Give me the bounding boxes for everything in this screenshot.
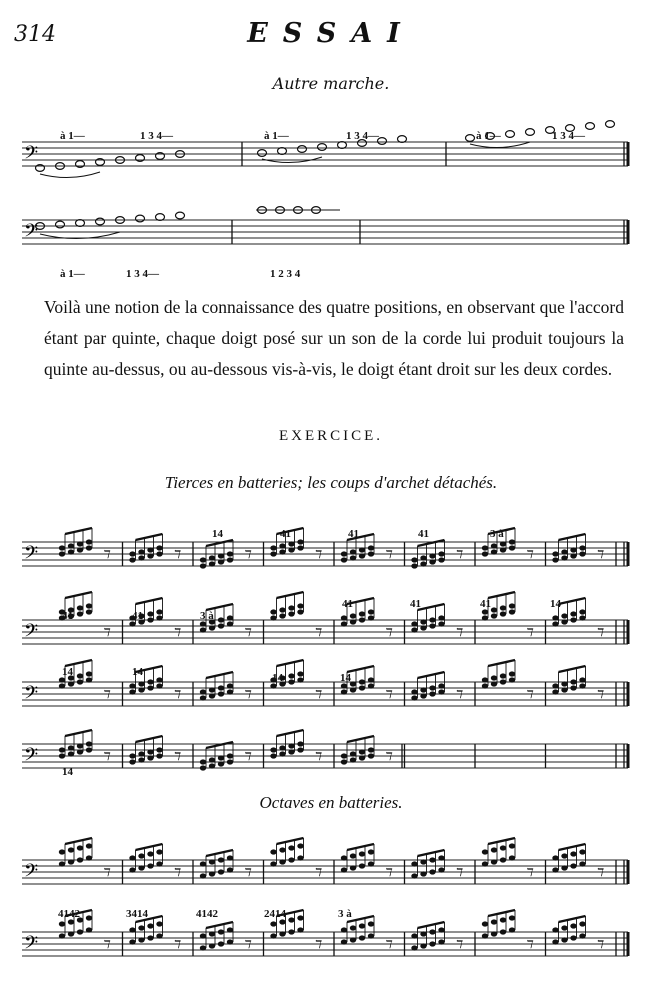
page-number: 314 xyxy=(14,22,56,47)
note-head xyxy=(218,623,224,628)
note-head xyxy=(561,555,567,560)
note-head xyxy=(297,545,303,550)
bass-clef-icon: 𝄢 xyxy=(24,543,39,568)
note-head xyxy=(429,559,435,564)
ex-fing-r3-5: 14 xyxy=(340,672,351,684)
note-head xyxy=(341,557,347,562)
bass-clef-icon: 𝄢 xyxy=(24,143,39,168)
fingering-1b: 1 3 4— xyxy=(140,130,173,142)
note-head xyxy=(77,611,83,616)
ex-fing-r1-7: 3 à xyxy=(490,528,504,540)
note-head xyxy=(129,867,135,872)
note-head xyxy=(552,621,558,626)
note-head xyxy=(147,685,153,690)
note-head xyxy=(279,549,285,554)
whole-note xyxy=(466,135,475,142)
note-head xyxy=(59,683,65,688)
note-head xyxy=(579,615,585,620)
note-head xyxy=(147,553,153,558)
note-head xyxy=(552,557,558,562)
note-head xyxy=(509,545,515,550)
ex-fing-r2-1: 41 xyxy=(62,610,73,622)
note-head xyxy=(420,871,426,876)
ex-fing-r3-1: 14 xyxy=(62,666,73,678)
note-head xyxy=(359,685,365,690)
ex-fing-r3-2: 14 xyxy=(132,666,143,678)
note-head xyxy=(129,557,135,562)
note-head xyxy=(420,693,426,698)
note-head xyxy=(491,613,497,618)
bass-clef-icon: 𝄢 xyxy=(24,621,39,646)
note-head xyxy=(138,757,144,762)
svg-text:ℸ: ℸ xyxy=(102,626,110,639)
note-head xyxy=(552,689,558,694)
note-head xyxy=(227,939,233,944)
note-head xyxy=(552,939,558,944)
note-head xyxy=(411,873,417,878)
bass-clef-icon: 𝄢 xyxy=(24,933,39,958)
svg-text:ℸ: ℸ xyxy=(172,626,180,639)
note-head xyxy=(368,683,374,688)
note-head xyxy=(288,749,294,754)
exercise-staff-1 xyxy=(0,520,662,590)
svg-text:ℸ: ℸ xyxy=(454,688,462,701)
note-head xyxy=(68,751,74,756)
octave-staff-1 xyxy=(0,838,662,908)
note-head xyxy=(579,861,585,866)
exercise-title: EXERCICE. xyxy=(278,428,384,444)
note-head xyxy=(350,619,356,624)
note-head xyxy=(59,861,65,866)
note-head xyxy=(438,689,444,694)
svg-text:ℸ: ℸ xyxy=(313,750,321,763)
note-head xyxy=(270,861,276,866)
note-head xyxy=(509,855,515,860)
whole-note xyxy=(586,123,595,130)
note-head xyxy=(138,937,144,942)
svg-text:ℸ: ℸ xyxy=(384,938,392,951)
note-head xyxy=(297,747,303,752)
fingering-1f: 1 3 4— xyxy=(552,130,585,142)
note-head xyxy=(491,549,497,554)
note-head xyxy=(227,867,233,872)
note-head xyxy=(500,679,506,684)
note-head xyxy=(491,681,497,686)
note-head xyxy=(368,551,374,556)
note-head xyxy=(138,555,144,560)
note-head xyxy=(147,935,153,940)
svg-text:ℸ: ℸ xyxy=(384,866,392,879)
svg-text:ℸ: ℸ xyxy=(172,866,180,879)
svg-text:ℸ: ℸ xyxy=(172,938,180,951)
note-head xyxy=(77,679,83,684)
note-head xyxy=(297,927,303,932)
whole-note xyxy=(278,148,287,155)
svg-text:ℸ: ℸ xyxy=(172,750,180,763)
note-head xyxy=(156,683,162,688)
note-head xyxy=(350,757,356,762)
note-head xyxy=(288,929,294,934)
svg-text:ℸ: ℸ xyxy=(454,548,462,561)
ex-fing-r4-below: 14 xyxy=(62,766,73,778)
svg-text:ℸ: ℸ xyxy=(454,866,462,879)
exercise-staff-4 xyxy=(0,722,662,792)
ex-fing-r2-5: 41 xyxy=(342,598,353,610)
bass-clef-icon: 𝄢 xyxy=(24,745,39,770)
note-head xyxy=(270,551,276,556)
note-head xyxy=(482,551,488,556)
note-head xyxy=(429,941,435,946)
note-head xyxy=(279,931,285,936)
note-head xyxy=(288,547,294,552)
note-head xyxy=(411,627,417,632)
svg-text:ℸ: ℸ xyxy=(313,688,321,701)
note-head xyxy=(411,695,417,700)
note-head xyxy=(341,621,347,626)
note-head xyxy=(86,855,92,860)
note-head xyxy=(138,865,144,870)
note-head xyxy=(359,755,365,760)
note-head xyxy=(509,609,515,614)
note-head xyxy=(359,935,365,940)
note-head xyxy=(156,551,162,556)
note-head xyxy=(147,755,153,760)
note-head xyxy=(270,615,276,620)
note-head xyxy=(147,863,153,868)
note-head xyxy=(429,691,435,696)
note-head xyxy=(350,687,356,692)
octave-staff-2 xyxy=(0,910,662,990)
note-head xyxy=(156,933,162,938)
note-head xyxy=(200,765,206,770)
note-head xyxy=(200,563,206,568)
note-head xyxy=(579,551,585,556)
note-head xyxy=(288,611,294,616)
note-head xyxy=(500,611,506,616)
note-head xyxy=(86,677,92,682)
svg-text:ℸ: ℸ xyxy=(313,626,321,639)
oct-fing-5: 3 à xyxy=(338,908,352,920)
note-head xyxy=(77,547,83,552)
svg-text:ℸ: ℸ xyxy=(313,938,321,951)
svg-text:ℸ: ℸ xyxy=(454,626,462,639)
svg-text:ℸ: ℸ xyxy=(102,548,110,561)
note-head xyxy=(59,753,65,758)
bass-clef-icon: 𝄢 xyxy=(24,861,39,886)
svg-text:ℸ: ℸ xyxy=(384,548,392,561)
note-head xyxy=(218,869,224,874)
note-head xyxy=(279,751,285,756)
svg-text:ℸ: ℸ xyxy=(243,688,251,701)
note-head xyxy=(570,617,576,622)
note-head xyxy=(200,627,206,632)
note-head xyxy=(509,927,515,932)
note-head xyxy=(77,749,83,754)
svg-text:ℸ: ℸ xyxy=(384,750,392,763)
note-head xyxy=(279,859,285,864)
note-head xyxy=(59,933,65,938)
note-head xyxy=(129,939,135,944)
note-head xyxy=(147,617,153,622)
note-head xyxy=(350,865,356,870)
oct-fing-3: 4142 xyxy=(196,908,218,920)
note-head xyxy=(482,683,488,688)
bass-clef-icon: 𝄢 xyxy=(24,683,39,708)
note-head xyxy=(68,549,74,554)
octaves-title: Octaves en batteries. xyxy=(259,793,403,812)
note-head xyxy=(156,615,162,620)
note-head xyxy=(359,863,365,868)
note-head xyxy=(570,935,576,940)
svg-text:ℸ: ℸ xyxy=(102,750,110,763)
note-head xyxy=(86,747,92,752)
ex-fing-r2-7: 41 xyxy=(480,598,491,610)
note-head xyxy=(68,859,74,864)
svg-text:ℸ: ℸ xyxy=(384,626,392,639)
note-head xyxy=(209,625,215,630)
note-head xyxy=(227,621,233,626)
svg-text:ℸ: ℸ xyxy=(595,548,603,561)
note-head xyxy=(218,691,224,696)
note-head xyxy=(420,943,426,948)
note-head xyxy=(561,619,567,624)
note-head xyxy=(279,613,285,618)
svg-text:ℸ: ℸ xyxy=(525,866,533,879)
running-head: ESSAI xyxy=(247,18,415,49)
note-head xyxy=(579,933,585,938)
svg-text:ℸ: ℸ xyxy=(525,688,533,701)
note-head xyxy=(68,931,74,936)
note-head xyxy=(561,687,567,692)
note-head xyxy=(218,941,224,946)
note-head xyxy=(86,927,92,932)
fingering-2c: 1 2 3 4 xyxy=(270,268,301,280)
oct-fing-4: 2414 xyxy=(264,908,286,920)
note-head xyxy=(411,945,417,950)
note-head xyxy=(129,759,135,764)
note-head xyxy=(138,687,144,692)
note-head xyxy=(77,929,83,934)
note-head xyxy=(270,933,276,938)
svg-text:ℸ: ℸ xyxy=(172,548,180,561)
ex-fing-r2-6: 41 xyxy=(410,598,421,610)
whole-note xyxy=(318,144,327,151)
note-head xyxy=(509,677,515,682)
note-head xyxy=(341,939,347,944)
note-head xyxy=(341,759,347,764)
whole-note xyxy=(526,129,535,136)
ex-fing-r2-2: 41 xyxy=(132,610,143,622)
note-head xyxy=(438,557,444,562)
note-head xyxy=(438,867,444,872)
svg-text:ℸ: ℸ xyxy=(243,750,251,763)
note-head xyxy=(420,625,426,630)
svg-text:ℸ: ℸ xyxy=(525,626,533,639)
note-head xyxy=(341,867,347,872)
note-head xyxy=(341,689,347,694)
note-head xyxy=(129,689,135,694)
note-head xyxy=(218,559,224,564)
note-head xyxy=(491,859,497,864)
body-paragraph: Voilà une notion de la connaissance des quatre positions, en observant que l'accord étant par quinte, chaque doigt posé sur un son de la corde lui produit toujours la quinte au-dessus, ou au-dessous vis-à-vis, le doigt étant droit sur les deux cordes. xyxy=(44,297,624,379)
note-head xyxy=(200,945,206,950)
svg-text:ℸ: ℸ xyxy=(384,688,392,701)
note-head xyxy=(270,753,276,758)
note-head xyxy=(368,861,374,866)
svg-text:ℸ: ℸ xyxy=(102,688,110,701)
note-head xyxy=(429,623,435,628)
note-head xyxy=(227,689,233,694)
ex-fing-r2-8: 14 xyxy=(550,598,561,610)
note-head xyxy=(570,553,576,558)
note-head xyxy=(368,933,374,938)
note-head xyxy=(68,681,74,686)
note-head xyxy=(200,873,206,878)
svg-text:ℸ: ℸ xyxy=(313,866,321,879)
svg-text:ℸ: ℸ xyxy=(595,626,603,639)
note-head xyxy=(209,943,215,948)
fingering-1d: 1 3 4— xyxy=(346,130,379,142)
note-head xyxy=(77,857,83,862)
svg-text:ℸ: ℸ xyxy=(595,938,603,951)
svg-text:ℸ: ℸ xyxy=(525,938,533,951)
ex-fing-r1-5: 41 xyxy=(348,528,359,540)
note-head xyxy=(209,561,215,566)
svg-text:ℸ: ℸ xyxy=(172,688,180,701)
svg-text:ℸ: ℸ xyxy=(525,548,533,561)
svg-text:ℸ: ℸ xyxy=(454,938,462,951)
note-head xyxy=(156,753,162,758)
exercise-staff-2 xyxy=(0,598,662,668)
svg-text:ℸ: ℸ xyxy=(243,866,251,879)
whole-note xyxy=(606,121,615,128)
note-head xyxy=(297,855,303,860)
fingering-1a: à 1— xyxy=(60,130,85,142)
note-head xyxy=(482,861,488,866)
note-head xyxy=(359,617,365,622)
note-head xyxy=(86,609,92,614)
note-head xyxy=(482,615,488,620)
note-head xyxy=(482,933,488,938)
svg-text:ℸ: ℸ xyxy=(313,548,321,561)
fingering-1e: à 1— xyxy=(476,130,501,142)
oct-fing-1: 4142 xyxy=(58,908,80,920)
note-head xyxy=(209,763,215,768)
note-head xyxy=(209,693,215,698)
note-head xyxy=(368,753,374,758)
note-head xyxy=(500,547,506,552)
note-head xyxy=(227,557,233,562)
note-head xyxy=(561,865,567,870)
note-head xyxy=(368,615,374,620)
note-head xyxy=(438,939,444,944)
note-head xyxy=(570,863,576,868)
ex-fing-r1-6: 41 xyxy=(418,528,429,540)
note-head xyxy=(350,555,356,560)
svg-text:ℸ: ℸ xyxy=(243,548,251,561)
note-head xyxy=(411,563,417,568)
svg-text:ℸ: ℸ xyxy=(102,866,110,879)
note-head xyxy=(579,683,585,688)
note-head xyxy=(200,695,206,700)
exercise-staff-3 xyxy=(0,660,662,730)
note-head xyxy=(500,929,506,934)
ex-fing-r3-4: 14 xyxy=(272,672,283,684)
svg-text:ℸ: ℸ xyxy=(595,688,603,701)
note-head xyxy=(561,937,567,942)
whole-note xyxy=(258,150,267,157)
note-head xyxy=(570,685,576,690)
note-head xyxy=(59,551,65,556)
fingering-1c: à 1— xyxy=(264,130,289,142)
ex-fing-r1-3: 14 xyxy=(212,528,223,540)
ex-fing-r1-4: 41 xyxy=(280,528,291,540)
ex-fing-r2-3: 3 à xyxy=(200,610,214,622)
note-head xyxy=(420,561,426,566)
whole-note xyxy=(398,136,407,143)
note-head xyxy=(227,759,233,764)
note-head xyxy=(359,553,365,558)
note-head xyxy=(297,677,303,682)
oct-fing-2: 3414 xyxy=(126,908,148,920)
music-staff-2 xyxy=(0,196,662,276)
svg-text:ℸ: ℸ xyxy=(595,866,603,879)
note-head xyxy=(297,609,303,614)
note-head xyxy=(209,871,215,876)
note-head xyxy=(288,679,294,684)
note-head xyxy=(552,867,558,872)
note-head xyxy=(350,937,356,942)
svg-text:ℸ: ℸ xyxy=(243,938,251,951)
note-head xyxy=(438,621,444,626)
fingering-2b: 1 3 4— xyxy=(126,268,159,280)
svg-text:ℸ: ℸ xyxy=(243,626,251,639)
note-head xyxy=(218,761,224,766)
note-head xyxy=(156,861,162,866)
note-head xyxy=(500,857,506,862)
svg-text:ℸ: ℸ xyxy=(102,938,110,951)
section-heading-autre-marche: Autre marche. xyxy=(272,74,390,93)
note-head xyxy=(491,931,497,936)
fingering-2a: à 1— xyxy=(60,268,85,280)
whole-note xyxy=(506,131,515,138)
whole-note xyxy=(298,146,307,153)
note-head xyxy=(288,857,294,862)
note-head xyxy=(429,869,435,874)
bass-clef-icon: 𝄢 xyxy=(24,221,39,246)
exercise-subtitle: Tierces en batteries; les coups d'archet détachés. xyxy=(164,473,498,492)
note-head xyxy=(86,545,92,550)
